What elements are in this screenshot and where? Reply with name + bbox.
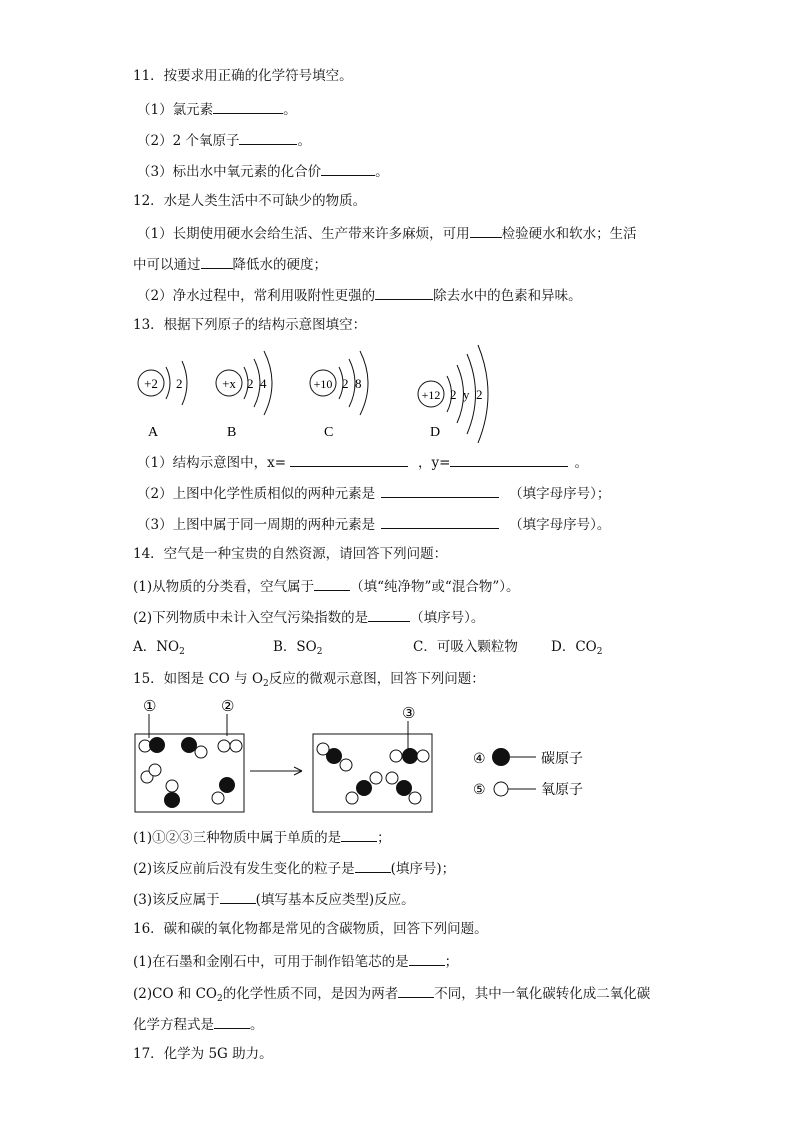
- q16-part2: (2)CO 和 $CO_2$的化学性质不同，是因为两者 不同，其中一氧化碳转化成二氧化碳: [133, 986, 651, 1004]
- q11-blank2[interactable]: [239, 131, 297, 145]
- marker-3: ③: [402, 706, 416, 722]
- svg-text:⑤: ⑤: [473, 783, 486, 798]
- marker-1: ①: [143, 699, 157, 715]
- atom-c-nucleus: +10: [313, 377, 333, 391]
- q15-blank2[interactable]: [355, 859, 391, 873]
- q13-blank-x[interactable]: [290, 453, 408, 467]
- atom-a-label: A: [148, 425, 159, 440]
- atom-b: [216, 351, 272, 440]
- q17-stem: 17．化学为 5G 助力。: [133, 1046, 273, 1062]
- atom-d-label: D: [430, 425, 441, 440]
- q13-blank3[interactable]: [381, 515, 499, 529]
- q14-part1: (1)从物质的分类看，空气属于 （填“纯净物”或“混合物”）。: [133, 579, 520, 595]
- q11-stem: 11．按要求用正确的化学符号填空。: [133, 68, 353, 84]
- q13-blank-y[interactable]: [450, 453, 568, 467]
- atom-a-nucleus: +2: [144, 376, 158, 391]
- q14-option-d[interactable]: D．$CO_2$: [551, 639, 603, 657]
- q12-part2: （2）净水过程中，常利用吸附性更强的 除去水中的色素和异味。: [137, 288, 582, 304]
- q11-part3: （3）标出水中氧元素的化合价 。: [137, 164, 389, 180]
- q16-blank3[interactable]: [214, 1015, 250, 1029]
- q14-blank2[interactable]: [368, 608, 410, 622]
- q13-blank2[interactable]: [381, 484, 499, 498]
- atom-a-shell1: 2: [176, 376, 183, 391]
- svg-text:碳原子: 碳原子: [541, 752, 583, 767]
- q16-part1: (1)在石墨和金刚石中，可用于制作铅笔芯的是 ；: [133, 954, 459, 970]
- product-molecules: [317, 743, 429, 804]
- q11-blank1[interactable]: [213, 100, 283, 114]
- q13-stem: 13．根据下列原子的结构示意图填空：: [133, 317, 367, 333]
- marker-2: ②: [221, 699, 235, 715]
- atom-c-shell1: 2: [342, 376, 349, 391]
- atom-d-shell1: 2: [450, 387, 457, 402]
- q15-blank1[interactable]: [341, 828, 377, 842]
- q12-blank2[interactable]: [201, 255, 233, 269]
- q13-part2: （2）上图中化学性质相似的两种元素是 （填字母序号）；: [137, 486, 611, 502]
- q14-option-a[interactable]: A．$NO_2$: [133, 639, 185, 657]
- q12-part1-cont: 中可以通过 降低水的硬度；: [133, 257, 327, 273]
- atom-b-nucleus: +x: [222, 376, 236, 391]
- svg-text:④: ④: [473, 752, 486, 767]
- legend-oxygen: [473, 782, 583, 798]
- q12-blank1[interactable]: [470, 224, 502, 238]
- atom-d-shell3: 2: [476, 387, 483, 402]
- q12-stem: 12．水是人类生活中不可缺少的物质。: [133, 193, 367, 209]
- q16-blank2[interactable]: [398, 984, 434, 998]
- atom-c-shell2: 8: [355, 376, 362, 391]
- q15-part3: (3)该反应属于 (填写基本反应类型)反应。: [133, 892, 415, 908]
- atom-a: [138, 361, 187, 440]
- q16-stem: 16．碳和碳的氧化物都是常见的含碳物质，回答下列问题。: [133, 921, 488, 937]
- q11-part1: （1）氯元素 。: [137, 102, 297, 118]
- reactant-molecules: [139, 737, 242, 808]
- q12-blank3[interactable]: [375, 286, 433, 300]
- q13-part3: （3）上图中属于同一周期的两种元素是 （填字母序号）。: [137, 517, 611, 533]
- q13-part1: （1）结构示意图中，x= ，y= 。: [137, 455, 588, 471]
- q16-part2-cont: 化学方程式是 。: [133, 1017, 264, 1033]
- atom-d: [418, 345, 488, 443]
- q14-option-b[interactable]: B．$SO_2$: [273, 639, 323, 657]
- q15-part2: (2)该反应前后没有发生变化的粒子是 (填序号)；: [133, 861, 456, 877]
- q14-options: [133, 639, 602, 655]
- q14-option-c[interactable]: C．可吸入颗粒物: [413, 639, 518, 655]
- svg-text:氧原子: 氧原子: [541, 783, 583, 798]
- q15-part1: (1)①②③三种物质中属于单质的是 ；: [133, 830, 391, 846]
- q14-blank1[interactable]: [314, 577, 350, 591]
- q15-blank3[interactable]: [220, 890, 256, 904]
- atom-c: [310, 351, 368, 440]
- q14-part2: (2)下列物质中未计入空气污染指数的是 （填序号）。: [133, 610, 485, 626]
- q16-blank1[interactable]: [409, 952, 445, 966]
- atom-d-shell2: y: [463, 387, 470, 402]
- atom-b-shell1: 2: [247, 376, 254, 391]
- atom-d-nucleus: +12: [421, 388, 441, 402]
- atom-c-label: C: [324, 425, 334, 440]
- q14-stem: 14．空气是一种宝贵的自然资源，请回答下列问题：: [133, 546, 448, 562]
- q12-part1: （1）长期使用硬水会给生活、生产带来许多麻烦，可用 检验硬水和软水；生活: [137, 226, 637, 242]
- q11-blank3[interactable]: [321, 162, 375, 176]
- atom-structure-diagram: [130, 343, 500, 443]
- atom-b-shell2: 4: [260, 376, 267, 391]
- co-o2-reaction-diagram: [130, 694, 600, 819]
- q11-part2: （2）2 个氧原子 。: [137, 133, 311, 149]
- atom-b-label: B: [227, 425, 237, 440]
- legend-carbon: [473, 748, 583, 767]
- q15-stem: 15．如图是 CO 与 $O_2$反应的微观示意图，回答下列问题：: [133, 671, 485, 689]
